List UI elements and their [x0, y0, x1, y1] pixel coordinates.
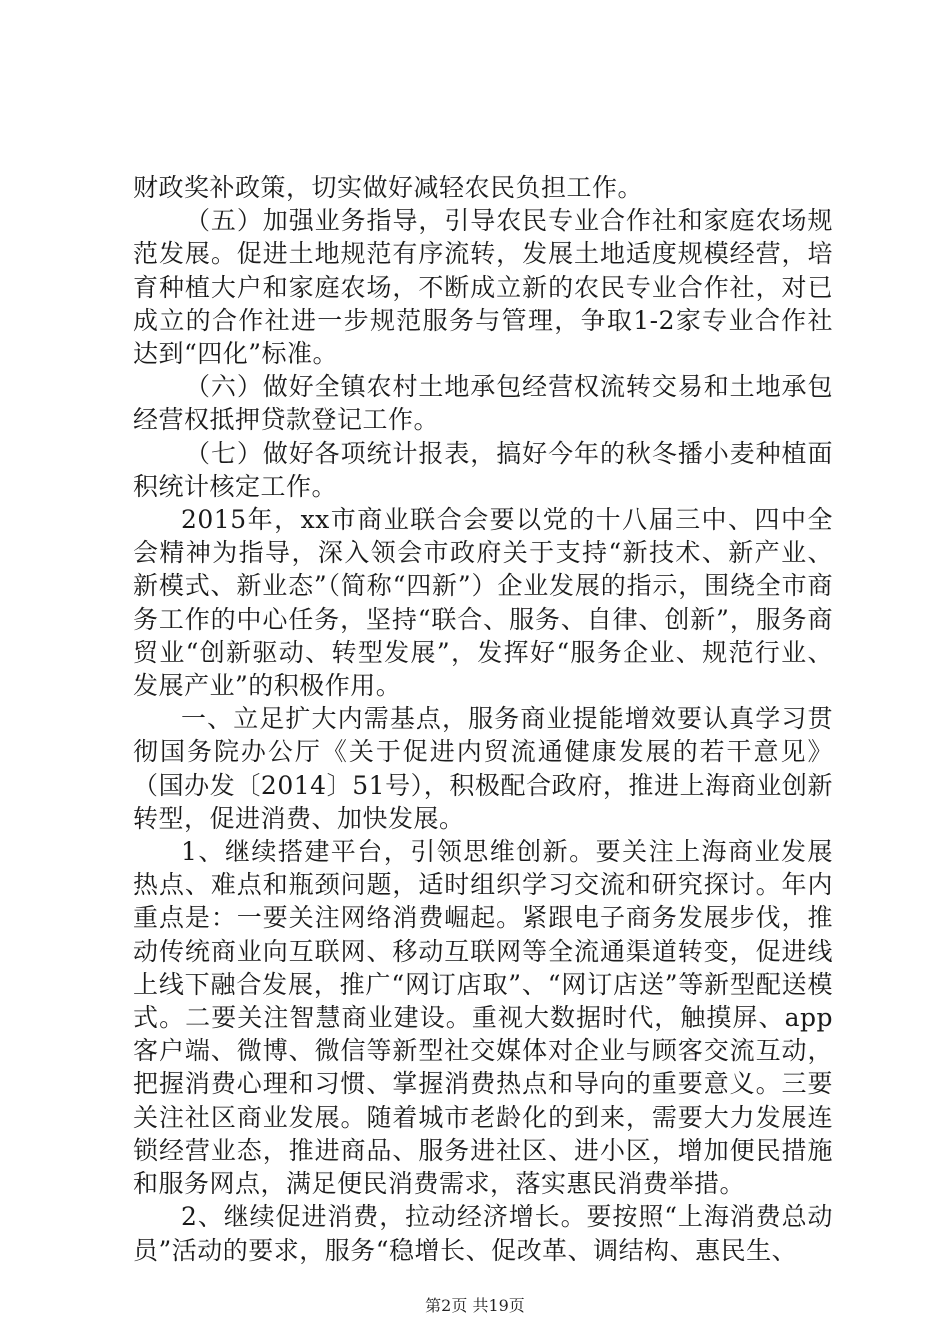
paragraph-intro-2015: 2015年，xx市商业联合会要以党的十八届三中、四中全会精神为指导，深入领会市政府关于支持“新技术、新产业、新模式、新业态”（简称“四新”）企业发展的指示，围绕全市商务工作的中心任务，坚持“联合、服务、自律、创新”，服务商贸业“创新驱动、转型发展”，发挥好“服务企业、规范行业、发展产业”的积极作用。: [133, 505, 833, 701]
paragraph-point-1: 1、继续搭建平台，引领思维创新。要关注上海商业发展热点、难点和瓶颈问题，适时组织学习交流和研究探讨。年内重点是：一要关注网络消费崛起。紧跟电子商务发展步伐，推动传统商业向互联网、移动互联网等全流通渠道转变，促进线上线下融合发展，推广“网订店取”、“网订店送”等新型配送模式。二要关注智慧商业建设。重视大数据时代，触摸屏、app客户端、微博、微信等新型社交媒体对企业与顾客交流互动，把握消费心理和习惯、掌握消费热点和导向的重要意义。三要关注社区商业发展。随着城市老龄化的到来，需要大力发展连锁经营业态，推进商品、服务进社区、进小区，增加便民措施和服务网点，满足便民消费需求，落实惠民消费举措。: [133, 837, 833, 1199]
paragraph-item-7: （七）做好各项统计报表，搞好今年的秋冬播小麦种植面积统计核定工作。: [133, 438, 833, 501]
paragraph-item-5: （五）加强业务指导，引导农民专业合作社和家庭农场规范发展。促进土地规范有序流转，发展土地适度规模经营，培育种植大户和家庭农场，不断成立新的农民专业合作社，对已成立的合作社进一步规范服务与管理，争取1-2家专业合作社达到“四化”标准。: [133, 206, 833, 369]
paragraph-section-1: 一、立足扩大内需基点，服务商业提能增效要认真学习贯彻国务院办公厅《关于促进内贸流通健康发展的若干意见》（国办发〔2014〕51号），积极配合政府，推进上海商业创新转型，促进消费、加快发展。: [133, 704, 833, 833]
document-body: [133, 171, 833, 1267]
page-footer: 第2页 共19页: [425, 1296, 525, 1315]
paragraph-point-2: 2、继续促进消费，拉动经济增长。要按照“上海消费总动员”活动的要求，服务“稳增长、促改革、调结构、惠民生、: [133, 1202, 833, 1265]
paragraph-item-6: （六）做好全镇农村土地承包经营权流转交易和土地承包经营权抵押贷款登记工作。: [133, 372, 833, 435]
paragraph-continuation: 财政奖补政策，切实做好减轻农民负担工作。: [133, 173, 644, 202]
